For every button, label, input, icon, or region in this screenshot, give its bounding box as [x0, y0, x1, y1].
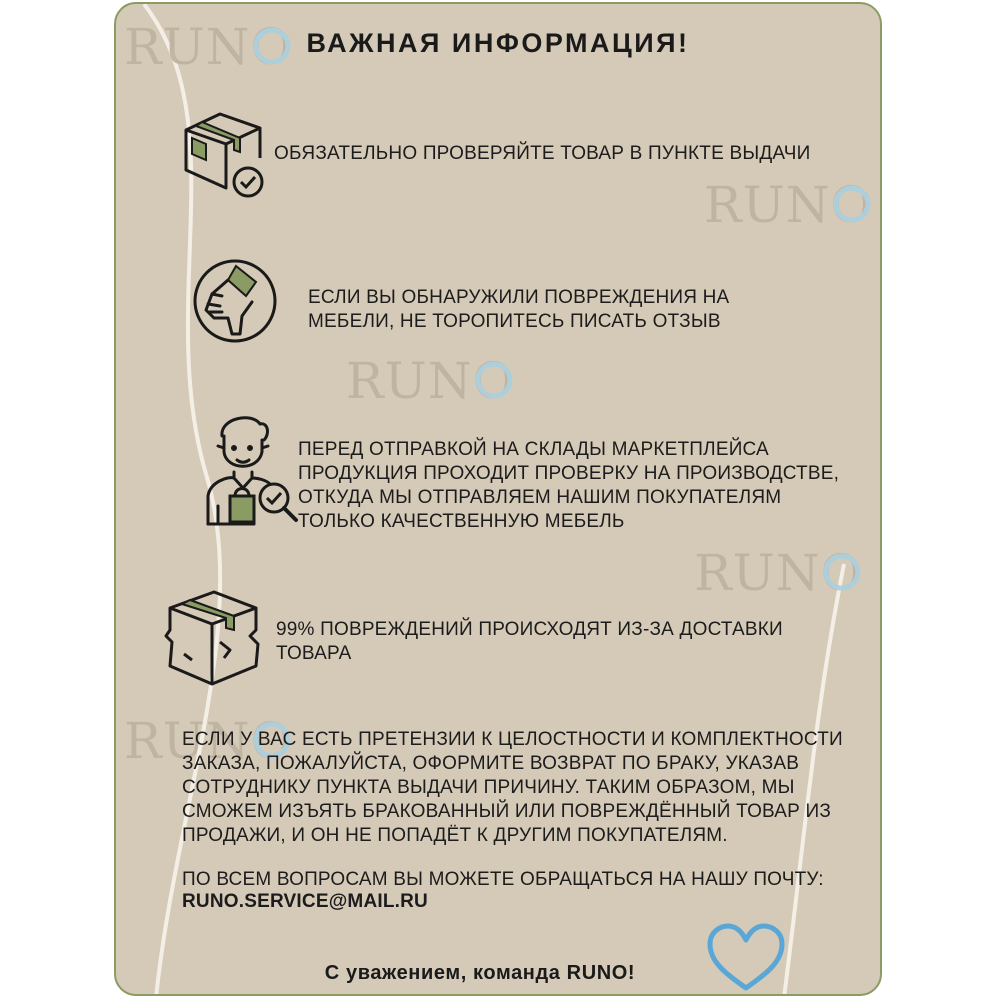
watermark-logo: RUNO — [124, 712, 293, 770]
email-address: RUNO.SERVICE@MAIL.RU — [182, 891, 428, 912]
damaged-box-icon — [164, 584, 262, 688]
info-card — [114, 2, 882, 996]
box-check-icon — [182, 108, 268, 198]
watermark-logo: RUNO — [124, 18, 293, 76]
contact-text: ПО ВСЕМ ВОПРОСАМ ВЫ МОЖЕТЕ ОБРАЩАТЬСЯ НА НАШУ ПОЧТУ: — [182, 869, 824, 890]
thumbs-down-icon — [192, 252, 278, 350]
watermark-logo: RUNO — [704, 176, 873, 234]
watermark-logo: RUNO — [346, 352, 515, 410]
claim-text: ЕСЛИ У ВАС ЕСТЬ ПРЕТЕНЗИИ К ЦЕЛОСТНОСТИ И КОМПЛЕКТНОСТИ ЗАКАЗА, ПОЖАЛУЙСТА, ОФОРМИТЕ ВОЗВРАТ ПО БРАКУ, УКАЗАВ СОТРУДНИКУ ПУНКТА ВЫДАЧИ ПРИЧИНУ. ТАКИМ ОБРАЗОМ, МЫ СМОЖЕМ ИЗЪЯТЬ БРАКОВАННЫЙ ИЛИ ПОВРЕЖДЁННЫЙ ТОВАР ИЗ ПРОДАЖИ, И ОН НЕ ПОПАДЁТ К ДРУГИМ ПОКУПАТЕЛЯМ. — [182, 729, 843, 846]
item-text: ЕСЛИ ВЫ ОБНАРУЖИЛИ ПОВРЕЖДЕНИЯ НА МЕБЕЛИ, НЕ ТОРОПИТЕСЬ ПИСАТЬ ОТЗЫВ — [308, 287, 730, 332]
signature: С уважением, команда RUNO! — [324, 962, 636, 984]
page-title: ВАЖНАЯ ИНФОРМАЦИЯ! — [306, 28, 690, 58]
item-text: 99% ПОВРЕЖДЕНИЙ ПРОИСХОДЯТ ИЗ-ЗА ДОСТАВКИ ТОВАРА — [276, 619, 783, 664]
item-text: ОБЯЗАТЕЛЬНО ПРОВЕРЯЙТЕ ТОВАР В ПУНКТЕ ВЫДАЧИ — [274, 143, 811, 164]
watermark-logo: RUNO — [694, 544, 863, 602]
inspector-icon — [204, 412, 300, 528]
item-text: ПЕРЕД ОТПРАВКОЙ НА СКЛАДЫ МАРКЕТПЛЕЙСА ПРОДУКЦИЯ ПРОХОДИТ ПРОВЕРКУ НА ПРОИЗВОДСТВЕ, ОТКУДА МЫ ОТПРАВЛЯЕМ НАШИМ ПОКУПАТЕЛЯМ ТОЛЬКО КАЧЕСТВЕННУЮ МЕБЕЛЬ — [298, 439, 840, 532]
